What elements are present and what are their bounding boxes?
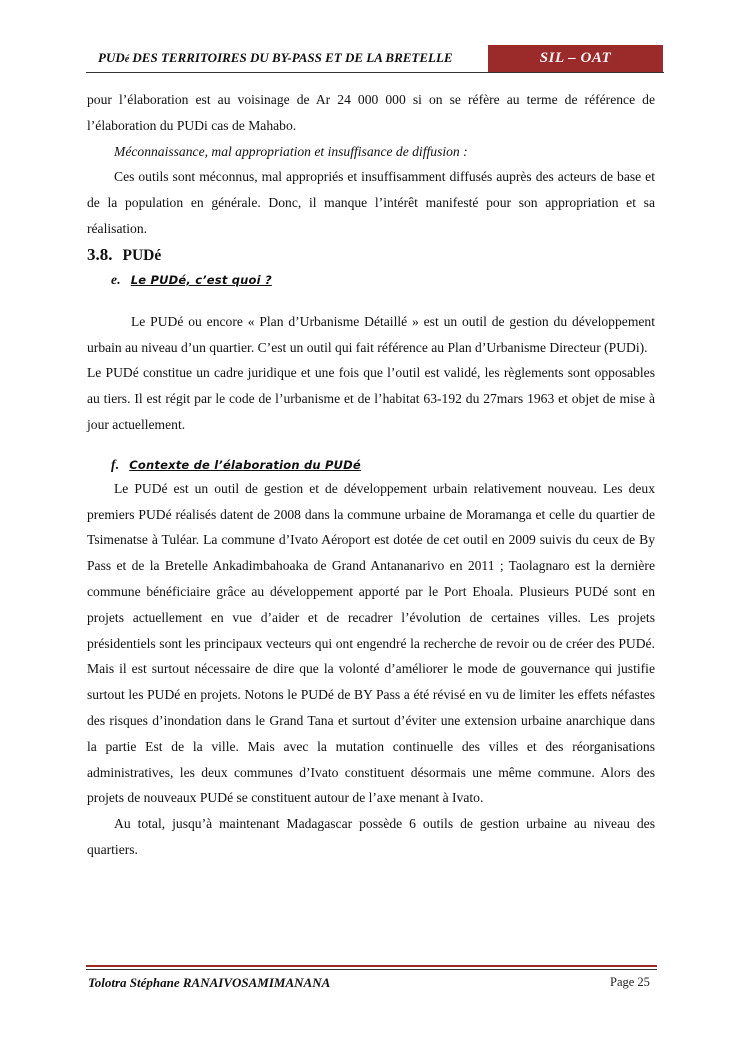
section-number: 3.8. — [87, 244, 113, 264]
header-title-small: é — [124, 54, 130, 65]
header-title-prefix: PUD — [98, 50, 125, 65]
paragraph-e1: Le PUDé ou encore « Plan d’Urbanisme Détaillé » est un outil de gestion du développement urbain au niveau d’un quartier. C’est un outil qui fait référence au Plan d’Urbanisme Directeur (PUDi). — [87, 313, 655, 355]
subsection-letter-e: e. — [111, 271, 121, 287]
paragraph-f1: Le PUDé est un outil de gestion et de développement urbain relativement nouveau. Les deux premiers PUDé réalisés datent de 2008 dans la commune urbaine de Moramanga et celle du quartier de Tsimenatse à Tuléar. La commune d’Ivato Aéroport est dotée de cet outil en 2009 suivis du ceux de By Pass et de la Bretelle Ankadimbahoaka de Grand Antananarivo en 2011 ; Taolagnaro est la dernière commune bénéficiaire grâce au développement apporté par le Port Ehoala. Plusieurs PUDé sont en projets actuellement en vue d’aider et de recadrer l’évolution de certaines villes. Les projets présidentiels sont les principaux vecteurs qui ont engendré la recherche de revoir ou de créer des PUDé. Mais il est surtout nécessaire de dire que la volonté d’améliorer le mode de gouvernance qui justifie surtout les PUDé en projets. Notons le PUDé de BY Pass a été révisé en vu de limiter les effets néfastes des risques d’inondation dans le Grand Tana et surtout d’éviter une extension urbaine anarchique dans la partie Est de la ville. Mais avec la mutation continuelle des villes et des réorganisations administratives, les deux communes d’Ivato constituent désormais une même commune. Alors des projets de nouveaux PUDé se constituent autour de l’axe menant à Ivato. — [87, 480, 655, 806]
subsection-title-f: Contexte de l’élaboration du PUDé — [129, 457, 361, 472]
footer-divider — [86, 969, 657, 970]
footer-divider-accent — [86, 965, 657, 967]
header-badge: SIL – OAT — [488, 45, 663, 72]
subsection-heading-e — [111, 269, 655, 291]
page-number: Page 25 — [610, 975, 650, 989]
subheading-meconnaissance: Méconnaissance, mal appropriation et insuffisance de diffusion : — [114, 143, 468, 159]
paragraph-3: Ces outils sont méconnus, mal appropriés et insuffisamment diffusés auprès des acteurs de base et de la population en générale. Donc, il manque l’intérêt manifesté pour son appropriation et sa réalisation. — [87, 169, 655, 236]
paragraph-f2: Au total, jusqu’à maintenant Madagascar possède 6 outils de gestion urbaine au niveau des quartiers. — [87, 816, 655, 857]
header-divider — [86, 72, 664, 73]
page-body — [87, 87, 655, 863]
subsection-letter-f: f. — [111, 456, 120, 472]
footer-author: Tolotra Stéphane RANAIVOSAMIMANANA — [88, 975, 331, 990]
header-title — [98, 50, 453, 66]
section-title: PUDé — [122, 246, 162, 264]
header-title-rest: DES TERRITOIRES DU BY-PASS ET DE LA BRETELLE — [129, 50, 453, 65]
paragraph-1: pour l’élaboration est au voisinage de Ar 24 000 000 si on se réfère au terme de référence de l’élaboration du PUDi cas de Mahabo. — [87, 92, 655, 133]
subsection-title-e: Le PUDé, c’est quoi ? — [130, 272, 272, 287]
section-heading — [87, 242, 655, 269]
paragraph-e2: Le PUDé constitue un cadre juridique et une fois que l’outil est validé, les règlements sont opposables au tiers. Il est régit par le code de l’urbanisme et de l’habitat 63-192 du 27mars 1963 et objet de mise à jour actuellement. — [87, 365, 655, 432]
subsection-heading-f — [111, 454, 655, 476]
